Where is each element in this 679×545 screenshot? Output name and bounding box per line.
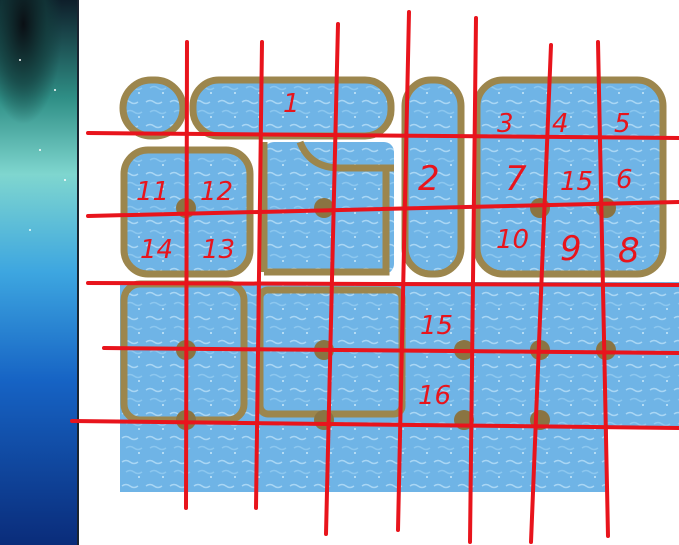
tile-label-4: 4: [552, 109, 569, 139]
tile-label-15-top: 15: [560, 167, 594, 197]
tile-label-8: 8: [618, 231, 640, 271]
tile-label-10: 10: [496, 225, 530, 255]
tile-label-13: 13: [202, 235, 236, 265]
image-divider: [77, 0, 79, 545]
tile-label-16: 16: [418, 381, 452, 411]
tile-label-6: 6: [616, 165, 633, 195]
space-background-image: [0, 0, 78, 545]
tile-label-12: 12: [200, 177, 234, 207]
tile-label-1: 1: [283, 89, 300, 119]
tile-label-3: 3: [497, 109, 514, 139]
tile-label-7: 7: [505, 159, 527, 199]
tile-label-2: 2: [418, 159, 440, 199]
tile-label-11: 11: [136, 177, 170, 207]
tile-label-14: 14: [140, 235, 174, 265]
tile-label-15-bottom: 15: [420, 311, 454, 341]
tile-label-5: 5: [614, 109, 631, 139]
tile-label-9: 9: [560, 229, 582, 269]
